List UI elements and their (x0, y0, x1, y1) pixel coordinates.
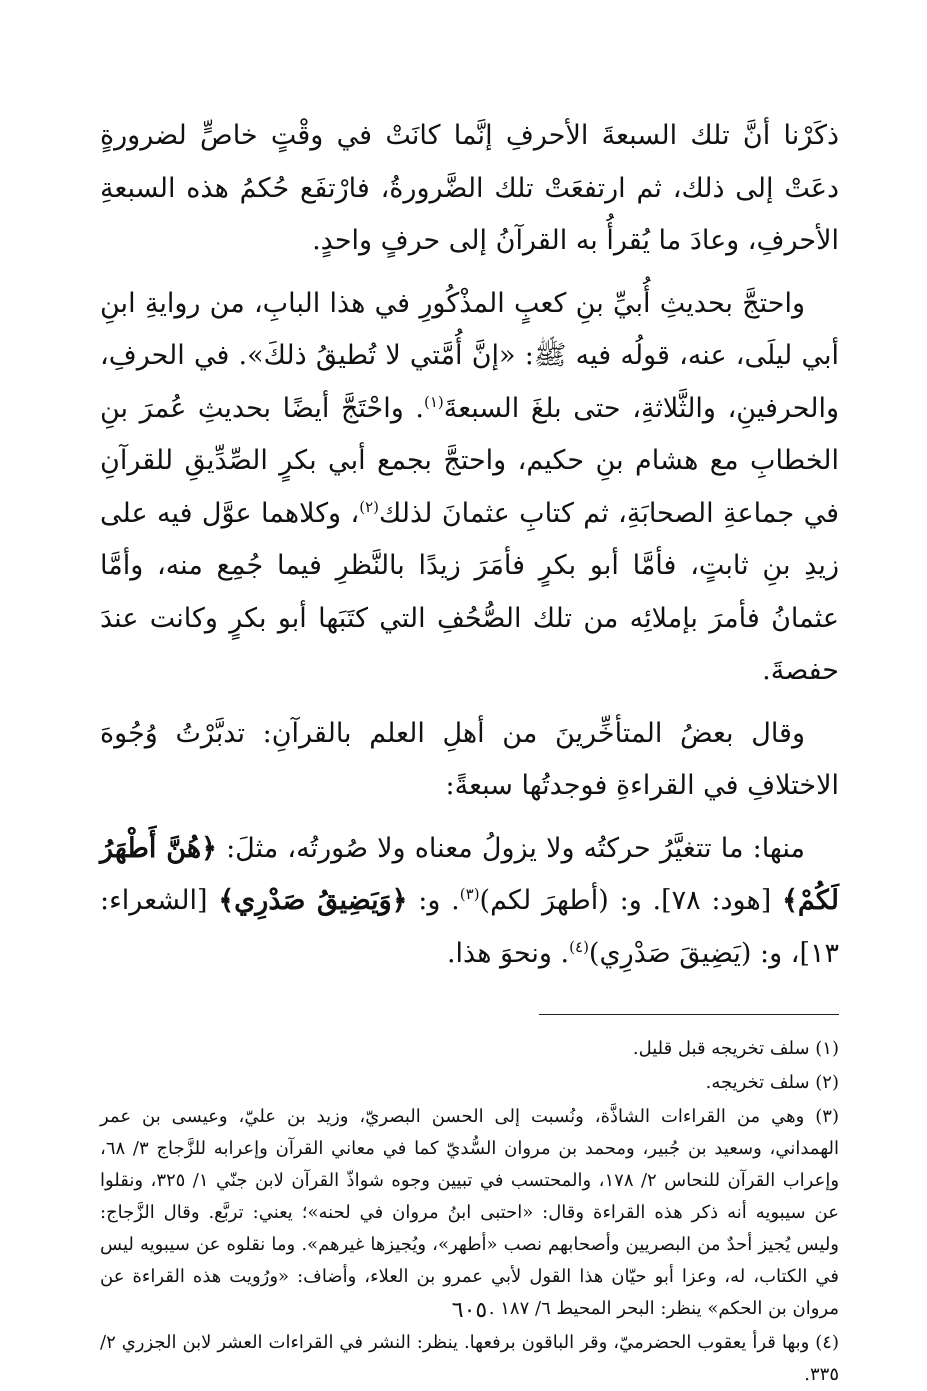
page-number: ٦٠٥ (451, 1298, 488, 1323)
footnote-ref-4[interactable]: (٤) (569, 937, 589, 956)
paragraph-2 (100, 278, 839, 698)
paragraph-1-text: ذكَرْنا أنَّ تلك السبعةَ الأحرفِ إنَّما كانَتْ في وقْتٍ خاصٍّ لضرورةٍ دعَتْ إلى ذلك، ثم ارتفعَتْ تلك الضَّرورةُ، فارْتفَع حُكمُ هذه السبعةِ الأحرفِ، وعادَ ما يُقرأُ به القرآنُ إلى حرفٍ واحدٍ. (100, 120, 839, 256)
paragraph-4 (100, 823, 839, 981)
paragraph-3 (100, 708, 839, 813)
main-text (100, 110, 839, 980)
footnote-3: (٣) وهي من القراءات الشاذَّة، ونُسبت إلى الحسن البصريّ، وزيد بن عليّ، وعيسى بن عمر الهمداني، وسعيد بن جُبير، ومحمد بن مروان السُّديّ كما في معاني القرآن وإعرابه للزَّجاج ٣/ ٦٨، وإعراب القرآن للنحاس ٢/ ١٧٨، والمحتسب في تبيين وجوه شواذّ القرآن لابن جنّي ١/ ٣٢٥، ونقلوا عن سيبويه أنه ذكر هذه القراءة وقال: «احتبى ابنُ مروان في لحنه»؛ يعني: تربَّع. وقال الزَّجاج: وليس يُجيز أحدٌ من البصريين وأصحابهم نصب «أطهر»، ويُجيزها غيرهم». وما نقلوه عن سيبويه ليس في الكتاب، له، وعزا أبو حيّان هذا القول لأبي عمرو بن العلاء، وأضاف: «ورُويت هذه القراءة عن مروان بن الحكم» ينظر: البحر المحيط ٦/ ١٨٧ . (100, 1106, 840, 1319)
paragraph-4-part-3: . و: (407, 885, 460, 916)
paragraph-1 (100, 110, 839, 268)
book-page (100, 110, 840, 1385)
quran-verse-1: ﴿هُنَّ أَطْهَرُ لَكُمْ﴾ (100, 832, 839, 916)
footnote-ref-3[interactable]: (٣) (459, 885, 480, 903)
paragraph-4-part-2: [هود: ٧٨]. و: (أطهرَ لكم) (479, 885, 783, 916)
paragraph-4-part-5: . ونحوَ هذا. (446, 937, 570, 969)
footnote-ref-2[interactable]: (٢) (359, 497, 380, 516)
footnote-separator (539, 1014, 839, 1015)
paragraph-2-part-1: واحتجَّ بحديثِ أُبيِّ بنِ كعبٍ المذْكُورِ في هذا البابِ، من روايةِ ابنِ أبي ليلَى، عنه، قولُه فيه ﷺ: «إنَّ أُمَّتي لا تُطيقُ ذلكَ». في الحرفِ، والحرفينِ، والثَّلاثةِ، حتى بلغَ السبعةَ (100, 287, 839, 424)
paragraph-4-part-4: [الشعراء: ١٣]، و: (يَضِيقَ صَدْرِي) (100, 885, 839, 969)
quran-verse-2: ﴿وَيَضِيقُ صَدْرِي﴾ (218, 885, 408, 916)
footnote-4: (٤) وبها قرأ يعقوب الحضرميّ، وقر الباقون برفعها. ينظر: النشر في القراءات العشر لابن الجزري ٢/ ٣٣٥. (100, 1332, 839, 1385)
paragraph-4-part-1: منها: ما تتغيَّرُ حركتُه ولا يزولُ معناه ولا صُورتُه، مثلَ: (216, 832, 805, 864)
footnotes (100, 1033, 839, 1391)
footnote-2: (٢) سلف تخريجه. (705, 1072, 839, 1093)
paragraph-3-text: وقال بعضُ المتأخِّرينَ من أهلِ العلم بالقرآنِ: تدبَّرْتُ وُجُوهَ الاختلافِ في القراءةِ فوجدتُها سبعةً: (100, 717, 839, 801)
footnote-1: (١) سلف تخريجه قبل قليل. (632, 1038, 839, 1059)
footnote-ref-1[interactable]: (١) (423, 392, 444, 411)
paragraph-2-part-2: . واحْتَجَّ أيضًا بحديثِ عُمرَ بنِ الخطابِ مع هشام بنِ حكيم، واحتجَّ بجمع أبي بكرٍ الصِّدِّيقِ للقرآنِ في جماعةِ الصحابَةِ، ثم كتابِ عثمانَ لذلك (100, 392, 839, 529)
paragraph-2-part-3: ، وكلاهما عوَّل فيه على زيدِ بنِ ثابتٍ، فأمَّا أبو بكرٍ فأمَرَ زيدًا بالنَّظرِ فيما جُمِع منه، وأمَّا عثمانُ فأمرَ بإملائِه من تلك الصُّحُفِ التي كتَبَها أبو بكرٍ وكانت عندَ حفصةَ. (100, 497, 839, 686)
